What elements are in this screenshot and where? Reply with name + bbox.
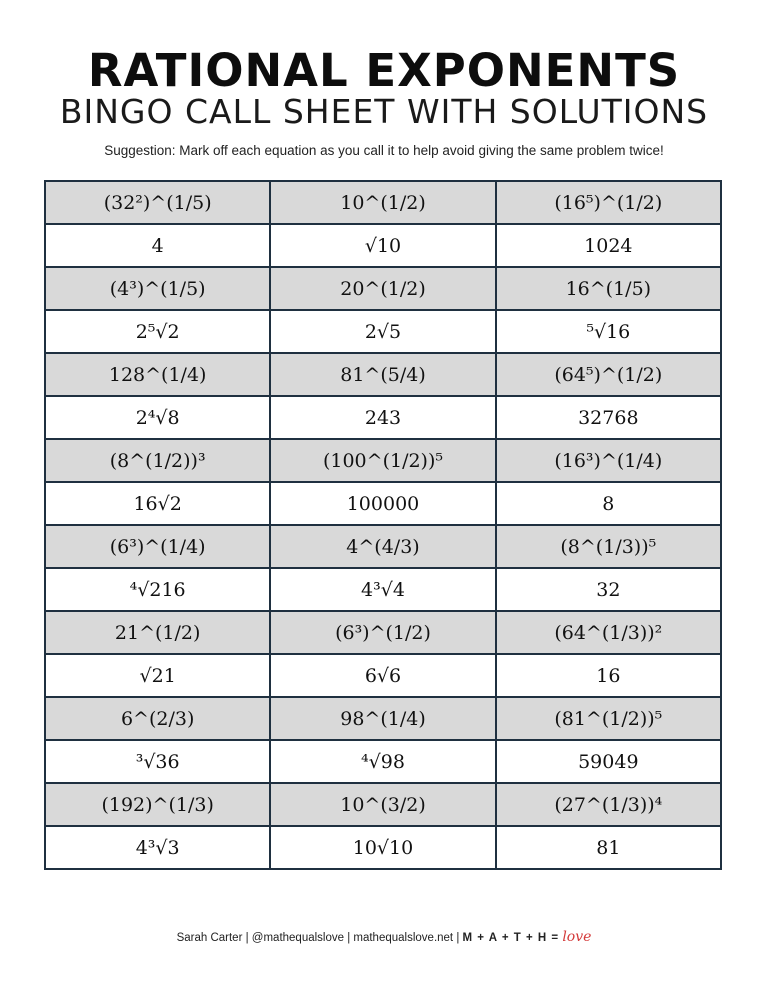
table-cell: √10 <box>270 224 495 267</box>
table-cell: √21 <box>45 654 270 697</box>
table-row <box>45 568 721 611</box>
table-row <box>45 181 721 224</box>
table-row <box>45 224 721 267</box>
table-cell: 4 <box>45 224 270 267</box>
table-row <box>45 740 721 783</box>
table-cell: (4³)^(1/5) <box>45 267 270 310</box>
table-cell: ⁴√216 <box>45 568 270 611</box>
table-cell: 100000 <box>270 482 495 525</box>
table-cell: 16^(1/5) <box>496 267 721 310</box>
table-cell: (8^(1/2))³ <box>45 439 270 482</box>
table-cell: 16 <box>496 654 721 697</box>
table-cell: (8^(1/3))⁵ <box>496 525 721 568</box>
table-cell: 2⁴√8 <box>45 396 270 439</box>
table-cell: 10^(1/2) <box>270 181 495 224</box>
table-row <box>45 826 721 869</box>
table-cell: 2⁵√2 <box>45 310 270 353</box>
table-cell: 1024 <box>496 224 721 267</box>
footer <box>0 929 768 945</box>
table-cell: (16³)^(1/4) <box>496 439 721 482</box>
table-cell: (32²)^(1/5) <box>45 181 270 224</box>
table-cell: 20^(1/2) <box>270 267 495 310</box>
table-cell: (64⁵)^(1/2) <box>496 353 721 396</box>
footer-credits: Sarah Carter | @mathequalslove | mathequalslove.net | <box>176 932 460 944</box>
table-cell: 6^(2/3) <box>45 697 270 740</box>
footer-brand: M + A + T + H = <box>462 932 560 944</box>
page-title: RATIONAL EXPONENTS <box>87 44 681 97</box>
table-cell: 16√2 <box>45 482 270 525</box>
table-cell: 4³√3 <box>45 826 270 869</box>
table-row <box>45 482 721 525</box>
table-row <box>45 396 721 439</box>
table-cell: 128^(1/4) <box>45 353 270 396</box>
table-cell: 6√6 <box>270 654 495 697</box>
table-cell: 21^(1/2) <box>45 611 270 654</box>
suggestion-text: Suggestion: Mark off each equation as you call it to help avoid giving the same problem twice! <box>104 143 664 158</box>
table-cell: (81^(1/2))⁵ <box>496 697 721 740</box>
page-subtitle: BINGO CALL SHEET WITH SOLUTIONS <box>59 92 709 131</box>
table-row <box>45 611 721 654</box>
table-cell: 2√5 <box>270 310 495 353</box>
table-row <box>45 267 721 310</box>
table-cell: 8 <box>496 482 721 525</box>
table-cell: 10√10 <box>270 826 495 869</box>
table-cell: (27^(1/3))⁴ <box>496 783 721 826</box>
table-cell: ⁵√16 <box>496 310 721 353</box>
table-row <box>45 654 721 697</box>
table-cell: 4^(4/3) <box>270 525 495 568</box>
bingo-call-table <box>44 180 722 870</box>
table-row <box>45 310 721 353</box>
table-row <box>45 783 721 826</box>
table-cell: 10^(3/2) <box>270 783 495 826</box>
table-row <box>45 439 721 482</box>
table-cell: 4³√4 <box>270 568 495 611</box>
table-cell: (6³)^(1/4) <box>45 525 270 568</box>
table-row <box>45 525 721 568</box>
table-cell: 59049 <box>496 740 721 783</box>
table-cell: 98^(1/4) <box>270 697 495 740</box>
table-cell: (64^(1/3))² <box>496 611 721 654</box>
table-cell: (100^(1/2))⁵ <box>270 439 495 482</box>
table-cell: (6³)^(1/2) <box>270 611 495 654</box>
table-cell: 81 <box>496 826 721 869</box>
table-cell: 81^(5/4) <box>270 353 495 396</box>
table-cell: ³√36 <box>45 740 270 783</box>
table-cell: 32768 <box>496 396 721 439</box>
table-cell: ⁴√98 <box>270 740 495 783</box>
table-cell: (16⁵)^(1/2) <box>496 181 721 224</box>
table-row <box>45 697 721 740</box>
table-cell: 243 <box>270 396 495 439</box>
footer-love-logo: love <box>562 929 592 945</box>
table-cell: (192)^(1/3) <box>45 783 270 826</box>
table-cell: 32 <box>496 568 721 611</box>
table-row <box>45 353 721 396</box>
